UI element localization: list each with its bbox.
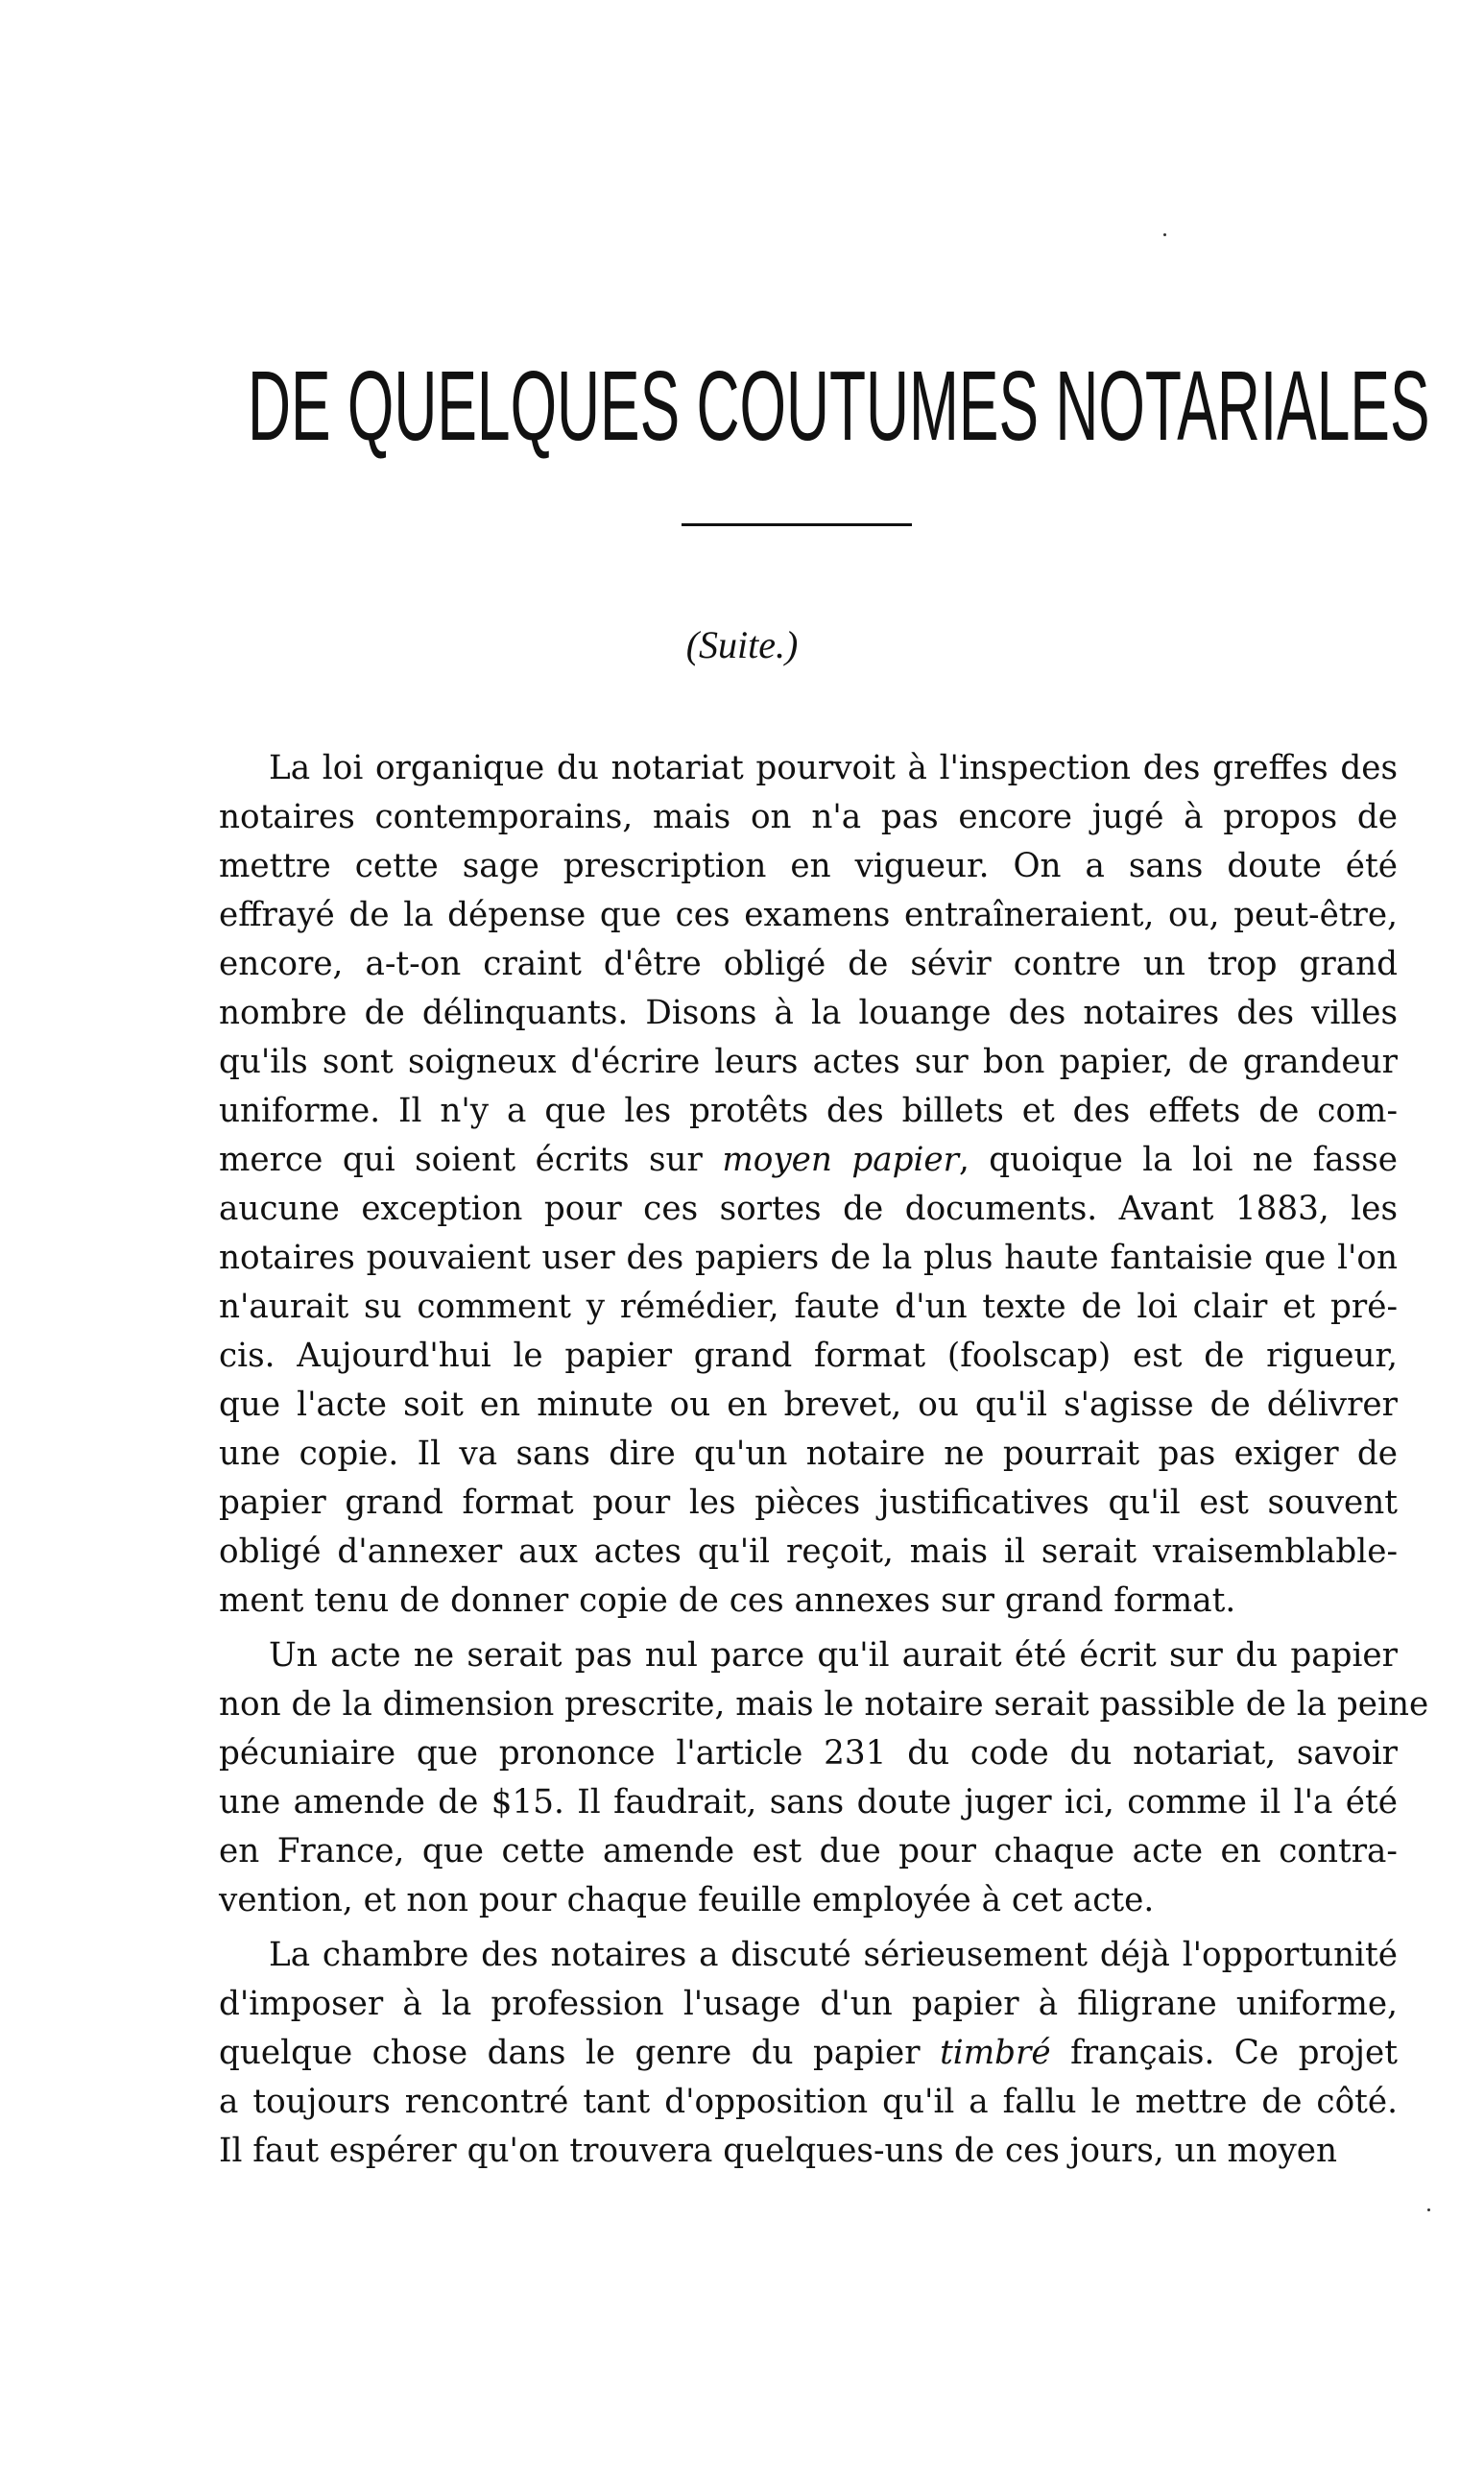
text-line: nombre de délinquants. Disons à la louange des notaires des villes	[219, 994, 1398, 1032]
text-line: merce qui soient écrits sur moyen papier, quoique la loi ne fasse	[219, 1141, 1398, 1179]
text-line: une amende de $15. Il faudrait, sans doute juger ici, comme il l'a été	[219, 1783, 1398, 1822]
text-line: n'aurait su comment y rémédier, faute d'un texte de loi clair et pré-	[219, 1288, 1398, 1326]
title-divider	[682, 523, 912, 526]
text-line: aucune exception pour ces sortes de documents. Avant 1883, les	[219, 1190, 1398, 1228]
text-line: a toujours rencontré tant d'opposition qu'il a fallu le mettre de côté.	[219, 2083, 1398, 2121]
scan-speck	[1427, 2208, 1430, 2211]
text-line: Un acte ne serait pas nul parce qu'il aurait été écrit sur du papier	[269, 1636, 1398, 1675]
text-line: d'imposer à la profession l'usage d'un papier à filigrane uniforme,	[219, 1985, 1398, 2023]
text-line: que l'acte soit en minute ou en brevet, ou qu'il s'agisse de délivrer	[219, 1386, 1398, 1424]
paragraph	[219, 744, 1398, 1626]
text-line: papier grand format pour les pièces justificatives qu'il est souvent	[219, 1484, 1398, 1522]
text-line: effrayé de la dépense que ces examens entraîneraient, ou, peut-être,	[219, 896, 1398, 934]
text-line: La loi organique du notariat pourvoit à l'inspection des greffes des	[269, 749, 1398, 787]
text-line: ment tenu de donner copie de ces annexes sur grand format.	[219, 1581, 1236, 1620]
text-line: quelque chose dans le genre du papier timbré français. Ce projet	[219, 2034, 1398, 2072]
text-line: vention, et non pour chaque feuille employée à cet acte.	[219, 1881, 1155, 1919]
page-title: DE QUELQUES COUTUMES NOTARIALES	[248, 350, 1430, 461]
text-line: qu'ils sont soigneux d'écrire leurs actes sur bon papier, de grandeur	[219, 1043, 1398, 1081]
text-line: encore, a-t-on craint d'être obligé de sévir contre un trop grand	[219, 945, 1398, 983]
text-line: non de la dimension prescrite, mais le notaire serait passible de la peine	[219, 1685, 1429, 1724]
paragraph	[219, 1631, 1429, 1925]
paragraph	[219, 1931, 1398, 2176]
text-line: uniforme. Il n'y a que les protêts des billets et des effets de com-	[219, 1092, 1398, 1130]
scan-speck	[1163, 233, 1166, 236]
text-line: La chambre des notaires a discuté sérieusement déjà l'opportunité	[269, 1936, 1398, 1974]
subtitle-text: (Suite.)	[685, 623, 799, 666]
body-text	[219, 744, 1429, 2176]
text-line: notaires contemporains, mais on n'a pas encore jugé à propos de	[219, 798, 1398, 836]
emphasized-text: timbré	[940, 2034, 1051, 2072]
emphasized-text: moyen papier	[722, 1141, 959, 1179]
text-line: obligé d'annexer aux actes qu'il reçoit, mais il serait vraisemblable-	[219, 1532, 1398, 1571]
text-line: en France, que cette amende est due pour chaque acte en contra-	[219, 1832, 1398, 1870]
text-line: notaires pouvaient user des papiers de la plus haute fantaisie que l'on	[219, 1239, 1398, 1277]
text-line: Il faut espérer qu'on trouvera quelques-uns de ces jours, un moyen	[219, 2132, 1338, 2170]
text-line: une copie. Il va sans dire qu'un notaire ne pourrait pas exiger de	[219, 1435, 1398, 1473]
text-line: cis. Aujourd'hui le papier grand format (foolscap) est de rigueur,	[219, 1337, 1398, 1375]
text-line: mettre cette sage prescription en vigueur. On a sans doute été	[219, 847, 1398, 885]
subtitle	[0, 622, 1484, 668]
text-line: pécuniaire que prononce l'article 231 du code du notariat, savoir	[219, 1734, 1398, 1773]
